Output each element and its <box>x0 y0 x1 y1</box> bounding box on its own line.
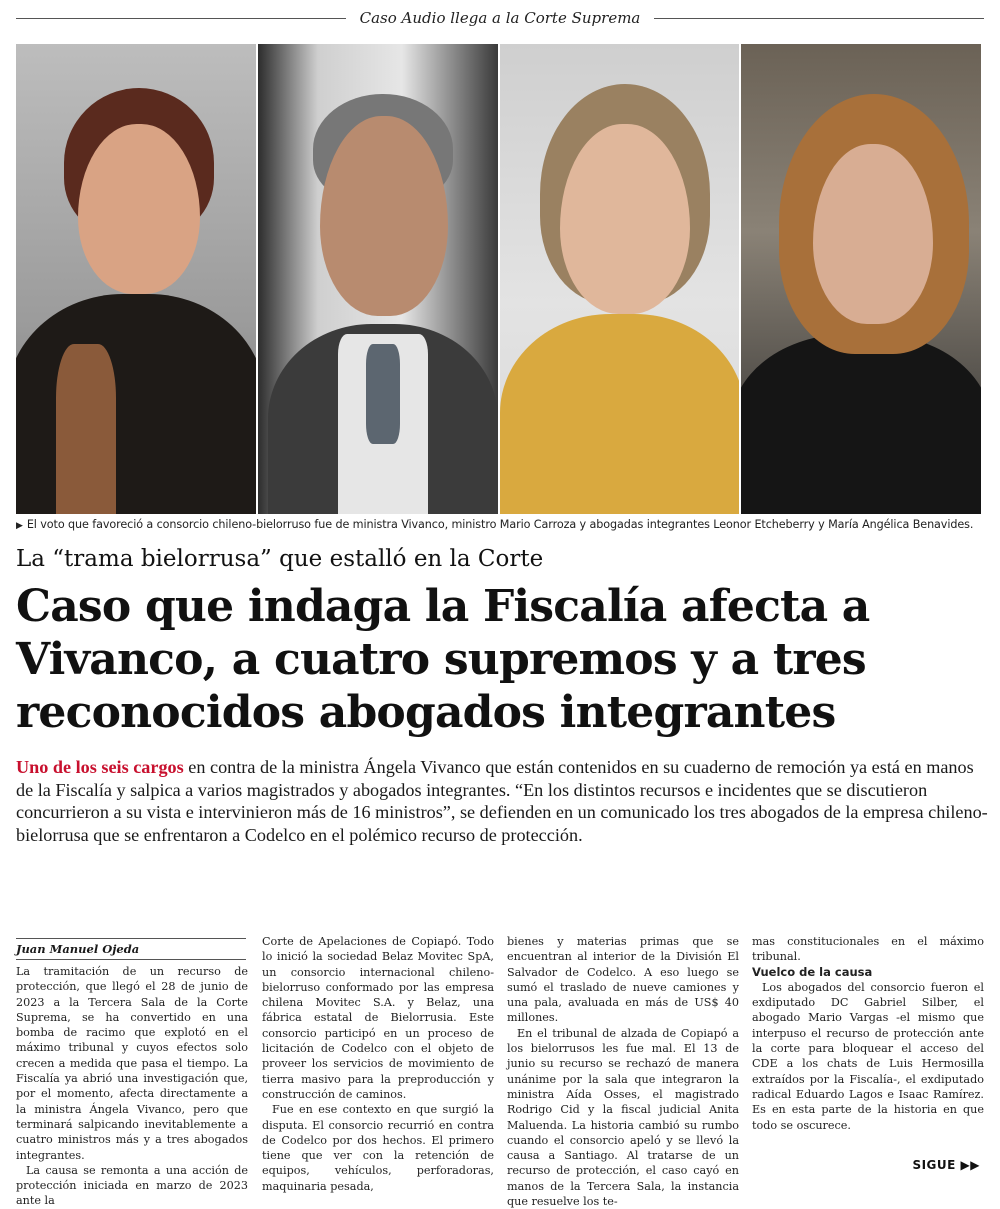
subheading: Vuelco de la causa <box>752 964 873 979</box>
headline-line-2: Vivanco, a cuatro supremos y a tres <box>16 634 866 685</box>
header-rule-right <box>654 18 984 19</box>
continue-label: SIGUE ▶▶ <box>912 1158 980 1172</box>
kicker: La “trama bielorrusa” que estalló en la Corte <box>16 546 544 572</box>
photo-caption <box>16 518 984 531</box>
lead-paragraph <box>16 756 991 846</box>
lead-text: en contra de la ministra Ángela Vivanco que están contenidos en su cuaderno de remoción ya está en manos de la Fiscalía y salpica a varios magistrados y abogados integrantes. “En los distintos recursos e incidentes que se discutieron concurrieron a su vista e intervinieron más de 16 ministros”, se defienden en un comunicado los tres abogados de la empresa chileno-bielorrusa que se enfrentaron a Codelco en el polémico recurso de protección. <box>16 757 988 845</box>
section-title: Caso Audio llega a la Corte Suprema <box>359 9 641 27</box>
photo-carroza <box>258 44 498 514</box>
body-paragraph: Fue en ese contexto en que surgió la disputa. El consorcio recurrió en contra de Codelco por dos hechos. El primero tiene que ver con la retención de equipos, vehículos, perforadoras, maquinaria pesada, <box>262 1103 494 1193</box>
body-paragraph: Los abogados del consorcio fueron el exdiputado DC Gabriel Silber, el abogado Mario Vargas -el mismo que interpuso el recurso de protección ante la corte para bloquear el acceso del CDE a los chats de Luis Hermosilla extraídos por la Fiscalía-, el exdiputado radical Eduardo Lagos e Isaac Ramírez. Es en esta parte de la historia en que todo se oscurece. <box>752 980 984 1132</box>
body-paragraph: bienes y materias primas que se encuentran al interior de la División El Salvador de Codelco. A eso luego se sumó el traslado de nueve camiones y una pala, avaluada en más de US$ 40 millones. <box>507 935 739 1025</box>
photo-strip <box>16 44 981 514</box>
body-paragraph: Corte de Apelaciones de Copiapó. Todo lo inició la sociedad Belaz Movitec SpA, un consorcio internacional chileno-bielorruso conformado por las empresa chilena Movitec S.A. y Belaz, una fábrica estatal de Bielorrusia. Este consorcio participó en un proceso de licitación de Codelco con el objeto de proveer los servicios de movimiento de tierra masivo para la preproducción y construcción de caminos. <box>262 935 494 1101</box>
body-paragraph: La causa se remonta a una acción de protección iniciada en marzo de 2023 ante la <box>16 1163 248 1208</box>
body-column-2 <box>262 934 494 1194</box>
body-paragraph: mas constitucionales en el máximo tribunal. <box>752 935 984 964</box>
headline <box>16 580 986 739</box>
photo-vivanco <box>16 44 256 514</box>
body-column-4 <box>752 934 984 1133</box>
photo-caption-text: El voto que favoreció a consorcio chileno-bielorruso fue de ministra Vivanco, ministro Mario Carroza y abogadas integrantes Leonor Etcheberry y María Angélica Benavides. <box>26 518 974 531</box>
byline: Juan Manuel Ojeda <box>16 938 246 960</box>
section-header <box>16 6 984 30</box>
body-column-3 <box>507 934 739 1209</box>
headline-line-3: reconocidos abogados integrantes <box>16 687 836 738</box>
body-column-1 <box>16 964 248 1209</box>
photo-etcheberry <box>500 44 740 514</box>
photo-benavides <box>741 44 981 514</box>
caption-triangle-icon: ▶ <box>16 521 23 531</box>
headline-line-1: Caso que indaga la Fiscalía afecta a <box>16 581 870 632</box>
header-rule-left <box>16 18 346 19</box>
lead-highlight: Uno de los seis cargos <box>16 757 184 777</box>
body-paragraph: La tramitación de un recurso de protección, que llegó el 28 de junio de 2023 a la Tercera Sala de la Corte Suprema, se ha convertido en una bomba de racimo que explotó en el máximo tribunal y cuyos efectos solo crecen a medida que pasa el tiempo. La Fiscalía ya abrió una investigación que, por el momento, afecta directamente a la ministra Ángela Vivanco, pero que terminará salpicando inevitablemente a cuatro ministros más y a tres abogados integrantes. <box>16 965 248 1162</box>
body-paragraph: En el tribunal de alzada de Copiapó a los bielorrusos les fue mal. El 13 de junio su recurso se rechazó de manera unánime por la sala que integraron la ministra Aída Osses, el magistrado Rodrigo Cid y la fiscal judicial Anita Maluenda. La historia cambió su rumbo cuando el consorcio apeló y se llevó la causa a Santiago. Al tratarse de un recurso de protección, el caso cayó en manos de la Tercera Sala, la instancia que resuelve los te- <box>507 1026 739 1209</box>
